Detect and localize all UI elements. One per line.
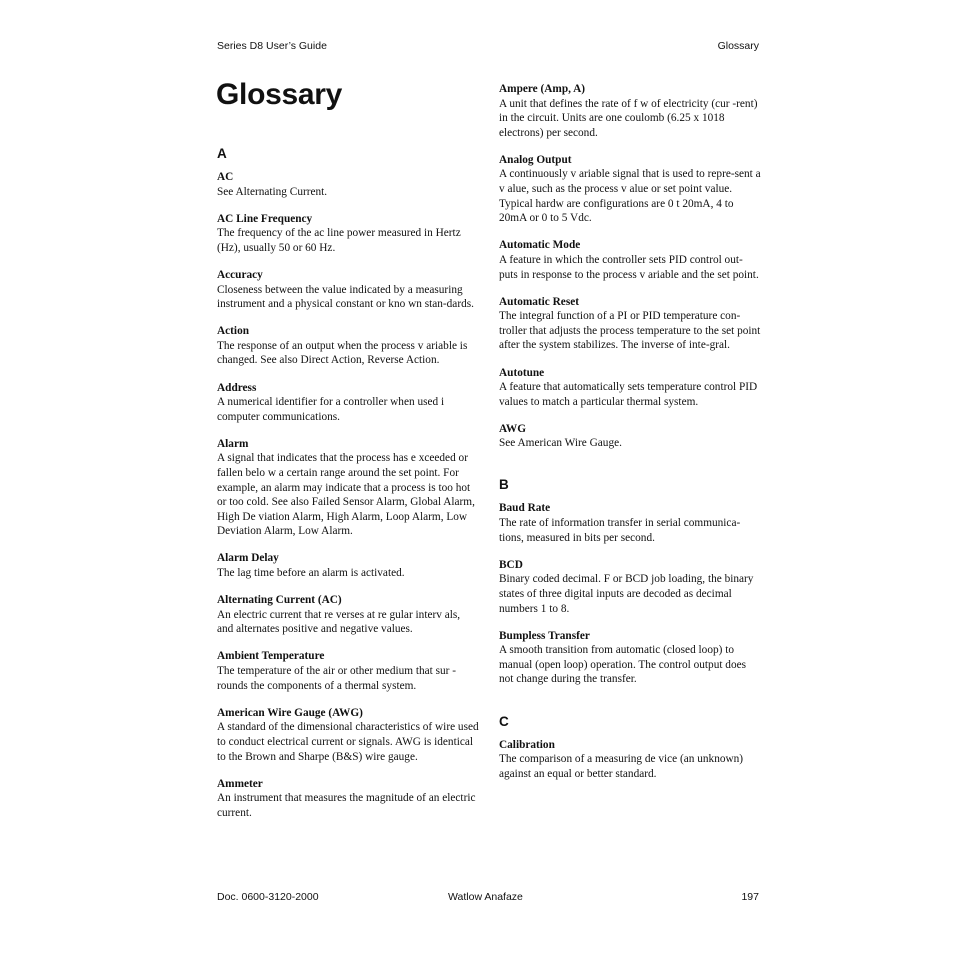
glossary-definition: The rate of information transfer in serial communica-tions, measured in bits per second. <box>499 517 741 544</box>
glossary-term: Baud Rate <box>499 502 551 515</box>
glossary-term: Autotune <box>499 366 545 379</box>
glossary-entry <box>499 738 761 782</box>
glossary-section-b <box>499 501 761 687</box>
glossary-definition: The comparison of a measuring de vice (an unknown) against an equal or better standard. <box>499 753 744 780</box>
glossary-term: Accuracy <box>217 268 263 281</box>
glossary-entry <box>499 295 761 353</box>
glossary-definition: A feature that automatically sets temperature control PID values to match a particular thermal system. <box>499 381 758 408</box>
glossary-entry <box>217 777 479 821</box>
glossary-section-a <box>217 170 479 820</box>
glossary-definition: The response of an output when the process v ariable is changed. See also Direct Action, Reverse Action. <box>217 339 468 367</box>
section-letter-a: A <box>217 146 227 161</box>
section-letter-c: C <box>499 713 509 729</box>
glossary-entry <box>499 366 761 410</box>
glossary-entry <box>499 82 761 140</box>
page-title: Glossary <box>216 78 343 111</box>
glossary-entry <box>217 170 479 199</box>
glossary-definition: A feature in which the controller sets PID control out-puts in response to the process v ariable and the set point. <box>499 253 759 281</box>
footer-company: Watlow Anafaze <box>448 891 523 903</box>
glossary-entry <box>217 551 479 580</box>
glossary-definition: The integral function of a PI or PID temperature con-troller that adjusts the process temperature to the set point after the system stabilizes. The inverse of inte-gral. <box>499 310 761 352</box>
glossary-term: Analog Output <box>499 153 572 166</box>
glossary-term: Ammeter <box>217 777 263 790</box>
glossary-entry <box>217 706 479 764</box>
glossary-definition: Binary coded decimal. F or BCD job loading, the binary states of three digital inputs are decoded as decimal numbers 1 to 8. <box>499 573 754 615</box>
page-number: 197 <box>741 891 759 903</box>
glossary-definition: A smooth transition from automatic (closed loop) to manual (open loop) operation. The control output does not change during the transfer. <box>499 644 747 686</box>
glossary-definition: An electric current that re verses at re gular interv als, and alternates positive and negative values. <box>217 608 461 636</box>
glossary-term: Ampere (Amp, A) <box>499 83 586 95</box>
glossary-entry <box>217 268 479 312</box>
glossary-entry <box>217 437 479 539</box>
glossary-term: Calibration <box>499 738 555 751</box>
glossary-term: Address <box>217 381 257 394</box>
glossary-entry <box>217 381 479 425</box>
glossary-term: Alternating Current (AC) <box>217 594 342 607</box>
glossary-definition: A continuously v ariable signal that is used to repre-sent a v alue, such as the process v alue or set point value. Typical hardw are configurations are 0 t 20mA, 4 to 20mA or 0 to 5 Vdc. <box>499 168 761 225</box>
glossary-entry <box>217 324 479 368</box>
glossary-definition: The temperature of the air or other medium that sur -rounds the components of a thermal system. <box>217 665 457 692</box>
glossary-term: Alarm Delay <box>217 552 279 565</box>
glossary-entry <box>499 422 761 451</box>
glossary-term: Automatic Reset <box>499 295 579 308</box>
footer-doc-number: Doc. 0600-3120-2000 <box>217 891 319 903</box>
glossary-term: Action <box>217 325 250 338</box>
glossary-term: American Wire Gauge (AWG) <box>217 706 363 719</box>
glossary-entry <box>499 153 761 226</box>
glossary-term: Automatic Mode <box>499 239 581 252</box>
glossary-section-c <box>499 738 761 782</box>
glossary-term: AWG <box>499 422 526 435</box>
glossary-entry <box>217 212 479 256</box>
glossary-entry <box>499 558 761 616</box>
glossary-term: AC Line Frequency <box>217 212 313 225</box>
glossary-definition: An instrument that measures the magnitude of an electric current. <box>217 792 476 819</box>
glossary-definition: A unit that defines the rate of f w of electricity (cur -rent) in the circuit. Units are one coulomb (6.25 x 1018 electrons) per second. <box>499 97 758 139</box>
glossary-entry <box>217 593 479 637</box>
glossary-definition: A signal that indicates that the process has e xceeded or fallen belo w a certain range around the set point. For example, an alarm may indicate that a process is too hot or too cold. See also Failed Sensor Alarm, Global Alarm, High De viation Alarm, High Alarm, Loop Alarm, Low Deviation Alarm, Low Alarm. <box>217 452 475 538</box>
glossary-term: BCD <box>499 558 523 571</box>
glossary-term: Bumpless Transfer <box>499 629 590 642</box>
glossary-definition: See Alternating Current. <box>217 185 328 198</box>
section-letter-b: B <box>499 477 509 493</box>
glossary-definition: Closeness between the value indicated by a measuring instrument and a physical constant or kno wn stan-dards. <box>217 283 474 311</box>
glossary-definition: The lag time before an alarm is activated. <box>217 567 405 580</box>
right-column <box>499 82 761 794</box>
glossary-term: Ambient Temperature <box>217 650 325 663</box>
glossary-definition: A standard of the dimensional characteristics of wire used to conduct electrical current or signals. AWG is identical to the Brown and Sharpe (B&S) wire gauge. <box>217 721 479 763</box>
running-header-right: Glossary <box>717 40 759 52</box>
glossary-definition: The frequency of the ac line power measured in Hertz (Hz), usually 50 or 60 Hz. <box>217 227 461 254</box>
glossary-term: AC <box>217 171 234 183</box>
glossary-entry <box>499 629 761 687</box>
glossary-entry <box>499 501 761 545</box>
glossary-term: Alarm <box>217 437 249 450</box>
left-column <box>217 146 479 833</box>
glossary-definition: See American Wire Gauge. <box>499 437 622 450</box>
running-header-left: Series D8 User’s Guide <box>217 40 327 52</box>
glossary-section-a-continued <box>499 82 761 451</box>
glossary-entry <box>499 238 761 282</box>
glossary-definition: A numerical identifier for a controller when used i computer communications. <box>217 396 445 423</box>
glossary-entry <box>217 649 479 693</box>
